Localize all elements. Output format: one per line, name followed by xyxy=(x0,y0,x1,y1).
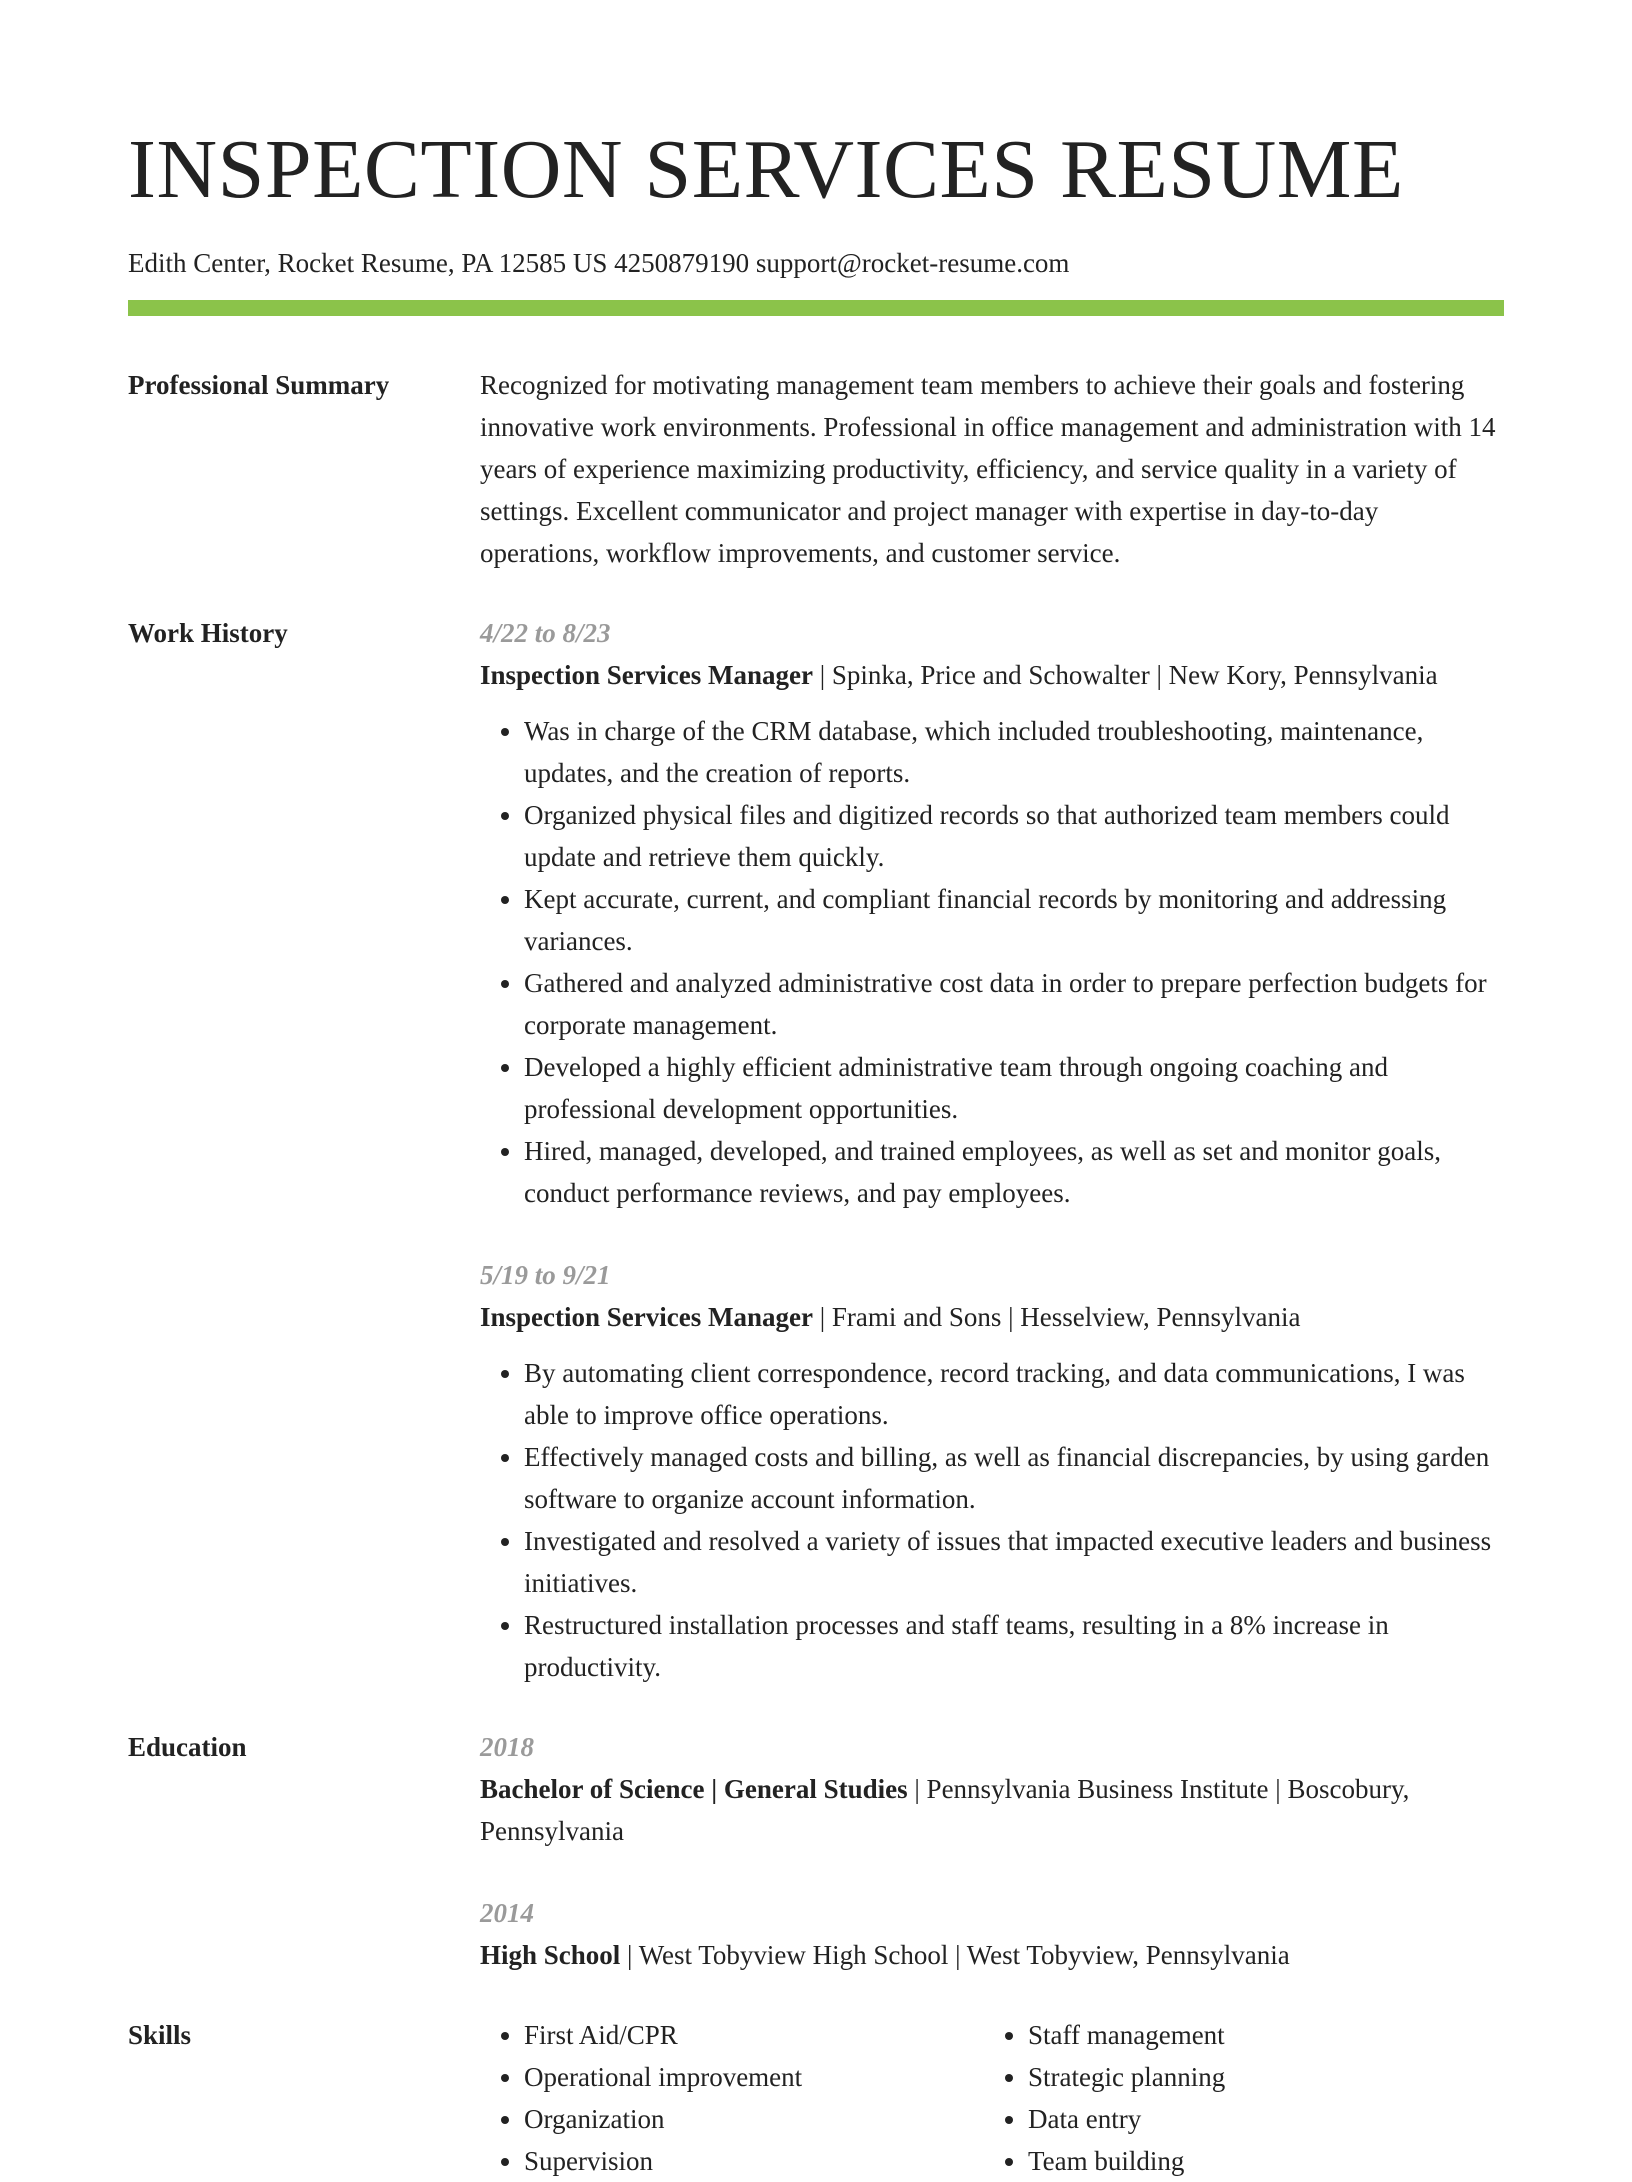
work-history-body xyxy=(480,612,1504,1688)
education-entry xyxy=(480,1892,1504,1976)
section-label-skills: Skills xyxy=(128,2020,192,2050)
job-title-line xyxy=(480,654,1504,696)
job-bullet: • Hired, managed, developed, and trained employees, as well as set and monitor goals, conduct performance reviews, and pay employees. xyxy=(524,1130,1504,1214)
education-line xyxy=(480,1934,1504,1976)
job-bullet: • Was in charge of the CRM database, which included troubleshooting, maintenance, updates, and the creation of reports. xyxy=(524,710,1504,794)
skill-item: • Team building xyxy=(1028,2140,1488,2182)
education-degree: Bachelor of Science | General Studies xyxy=(480,1774,908,1804)
job-date: 5/19 to 9/21 xyxy=(480,1260,611,1290)
education-entry xyxy=(480,1726,1504,1852)
section-label-summary: Professional Summary xyxy=(128,370,390,400)
education-date: 2018 xyxy=(480,1732,534,1762)
skills-list-left xyxy=(480,2014,984,2182)
job-details: | Spinka, Price and Schowalter | New Kory, Pennsylvania xyxy=(812,660,1438,690)
skill-item: • First Aid/CPR xyxy=(524,2014,984,2056)
job-bullet: • Organized physical files and digitized records so that authorized team members could update and retrieve them quickly. xyxy=(524,794,1504,878)
section-label-work-history: Work History xyxy=(128,618,288,648)
contact-info: Edith Center, Rocket Resume, PA 12585 US 4250879190 support@rocket-resume.com xyxy=(128,248,1070,278)
skill-item: • Staff management xyxy=(1028,2014,1488,2056)
job-title-line xyxy=(480,1296,1504,1338)
education-degree: High School xyxy=(480,1940,621,1970)
job-date: 4/22 to 8/23 xyxy=(480,618,611,648)
job-title: Inspection Services Manager xyxy=(480,660,813,690)
job-bullet: • By automating client correspondence, record tracking, and data communications, I was able to improve office operations. xyxy=(524,1352,1504,1436)
education-details: | Pennsylvania Business Institute | Boscobury, Pennsylvania xyxy=(480,1774,1410,1846)
skill-item: • Data entry xyxy=(1028,2098,1488,2140)
job-bullets xyxy=(480,710,1504,1214)
skill-item: • Strategic planning xyxy=(1028,2056,1488,2098)
job-bullet: • Gathered and analyzed administrative cost data in order to prepare perfection budgets for corporate management. xyxy=(524,962,1504,1046)
skill-item: • Supervision xyxy=(524,2140,984,2182)
job-bullet: • Developed a highly efficient administrative team through ongoing coaching and professional development opportunities. xyxy=(524,1046,1504,1130)
skill-item: • Operational improvement xyxy=(524,2056,984,2098)
job-bullet: • Investigated and resolved a variety of issues that impacted executive leaders and business initiatives. xyxy=(524,1520,1504,1604)
job-bullet: • Restructured installation processes and staff teams, resulting in a 8% increase in productivity. xyxy=(524,1604,1504,1688)
section-label-education: Education xyxy=(128,1732,247,1762)
education-details: | West Tobyview High School | West Tobyview, Pennsylvania xyxy=(620,1940,1290,1970)
job-bullet: • Kept accurate, current, and compliant financial records by monitoring and addressing variances. xyxy=(524,878,1504,962)
section-work-history xyxy=(128,612,1504,1688)
job-bullet: • Effectively managed costs and billing, as well as financial discrepancies, by using garden software to organize account information. xyxy=(524,1436,1504,1520)
summary-text: Recognized for motivating management team members to achieve their goals and fostering innovative work environments. Professional in office management and administration with 14 years of experience maximizing productivity, efficiency, and service quality in a variety of settings. Excellent communicator and project manager with expertise in day-to-day operations, workflow improvements, and customer service. xyxy=(480,370,1496,568)
section-education xyxy=(128,1726,1504,1976)
education-body xyxy=(480,1726,1504,1976)
job-details: | Frami and Sons | Hesselview, Pennsylvania xyxy=(812,1302,1301,1332)
education-date: 2014 xyxy=(480,1898,534,1928)
resume-title: INSPECTION SERVICES RESUME xyxy=(128,123,1404,216)
job-bullets xyxy=(480,1352,1504,1688)
job-title: Inspection Services Manager xyxy=(480,1302,813,1332)
skill-item: • Organization xyxy=(524,2098,984,2140)
summary-body xyxy=(480,364,1504,574)
skills-body xyxy=(480,2014,1504,2182)
section-summary xyxy=(128,364,1504,574)
section-skills xyxy=(128,2014,1504,2182)
job-entry xyxy=(480,612,1504,1214)
skills-list-right xyxy=(984,2014,1488,2182)
job-entry xyxy=(480,1254,1504,1688)
header-divider xyxy=(128,300,1504,316)
education-line xyxy=(480,1768,1504,1852)
